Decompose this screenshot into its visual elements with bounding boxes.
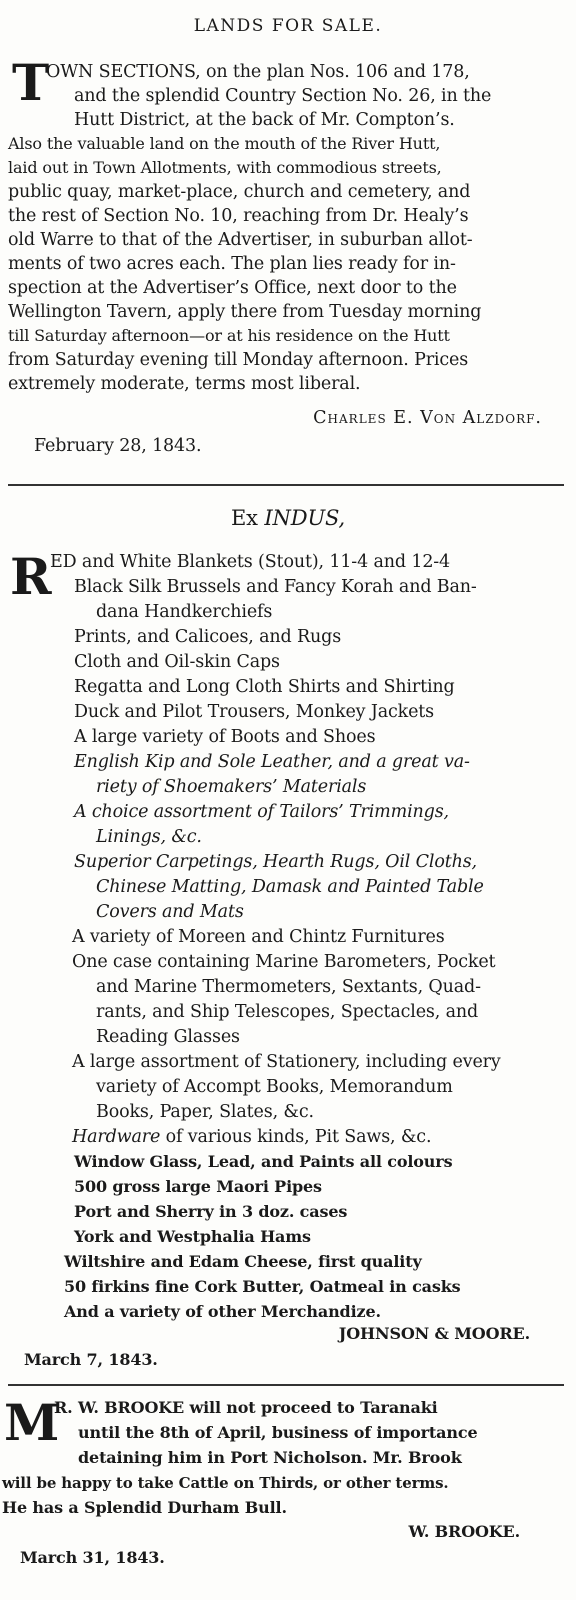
ad-text-line: from Saturday evening till Monday afternoon. Prices (8, 350, 469, 370)
ad-text-line: Reading Glasses (96, 1027, 240, 1047)
ad-text-line: until the 8th of April, business of importance (78, 1423, 478, 1442)
heading-prefix: Ex (230, 506, 258, 530)
drop-cap: R (10, 547, 52, 606)
ad-text-line: Also the valuable land on the mouth of the River Hutt, (8, 134, 441, 153)
ad-heading (0, 504, 576, 532)
ad-date: March 7, 1843. (24, 1350, 158, 1369)
hardware-label: Hardware (72, 1127, 161, 1147)
ad-text-line: Regatta and Long Cloth Shirts and Shirting (74, 677, 455, 697)
ad-date: March 31, 1843. (20, 1548, 165, 1567)
ad-text-line: York and Westphalia Hams (74, 1227, 311, 1246)
ad-text-line: A choice assortment of Tailors’ Trimmings, (74, 802, 449, 822)
ad-text-line: Window Glass, Lead, and Paints all colours (74, 1152, 453, 1171)
ad-text-line: Black Silk Brussels and Fancy Korah and Ban- (74, 577, 477, 597)
ad-text-line: Port and Sherry in 3 doz. cases (74, 1202, 348, 1221)
ad-signature: JOHNSON & MOORE. (338, 1324, 530, 1343)
ad-text-line: 50 firkins fine Cork Butter, Oatmeal in casks (64, 1277, 461, 1296)
ad-text-line: A variety of Moreen and Chintz Furnitures (72, 927, 445, 947)
ship-name: INDUS, (264, 506, 346, 530)
ad-heading: LANDS FOR SALE. (193, 16, 383, 36)
ad-text-line: Linings, &c. (96, 827, 202, 847)
ad-text-line: and Marine Thermometers, Sextants, Quad- (96, 977, 481, 997)
ad-text-line: Wiltshire and Edam Cheese, first quality (64, 1252, 422, 1271)
drop-cap: T (12, 53, 50, 112)
column-rule (8, 1384, 564, 1386)
ad-text-line: Hutt District, at the back of Mr. Compton’s. (74, 110, 455, 130)
ad-text-line: and the splendid Country Section No. 26, in the (74, 86, 492, 106)
ad-text-line: Cloth and Oil-skin Caps (74, 652, 280, 672)
ad-text-line: Superior Carpetings, Hearth Rugs, Oil Cloths, (74, 852, 477, 872)
ad-text-line: OWN SECTIONS, on the plan Nos. 106 and 178, (46, 62, 470, 82)
drop-cap: M (4, 1393, 60, 1452)
ad-text-line: Books, Paper, Slates, &c. (96, 1102, 314, 1122)
ad-date: February 28, 1843. (34, 436, 202, 456)
ad-text-line: A large variety of Boots and Shoes (74, 727, 376, 747)
ad-text-line: One case containing Marine Barometers, Pocket (72, 952, 496, 972)
ad-signature: W. BROOKE. (408, 1522, 520, 1541)
ad-text-line: rants, and Ship Telescopes, Spectacles, and (96, 1002, 479, 1022)
ad-text-line: Chinese Matting, Damask and Painted Table (96, 877, 484, 897)
ad-text-line: dana Handkerchiefs (96, 602, 273, 622)
ad-text-line: riety of Shoemakers’ Materials (96, 777, 367, 797)
ad-text-line: extremely moderate, terms most liberal. (8, 374, 361, 394)
column-rule (8, 484, 564, 486)
ad-text-line: Duck and Pilot Trousers, Monkey Jackets (74, 702, 435, 722)
ad-text-line: variety of Accompt Books, Memorandum (96, 1077, 453, 1097)
ad-text-line: detaining him in Port Nicholson. Mr. Brook (78, 1448, 462, 1467)
ad-text-line (72, 1125, 431, 1149)
ad-text-line: And a variety of other Merchandize. (64, 1302, 381, 1321)
ad-text-line: till Saturday afternoon—or at his residence on the Hutt (8, 326, 450, 345)
ad-text-line: laid out in Town Allotments, with commodious streets, (8, 158, 442, 177)
ad-text-line: Covers and Mats (96, 902, 244, 922)
ad-text-line: spection at the Advertiser’s Office, next door to the (8, 278, 457, 298)
ad-text-line: public quay, market-place, church and cemetery, and (8, 182, 471, 202)
ad-text-line: old Warre to that of the Advertiser, in suburban allot- (8, 230, 473, 250)
ad-text-line: Prints, and Calicoes, and Rugs (74, 627, 342, 647)
ad-text-line: ments of two acres each. The plan lies ready for in- (8, 254, 456, 274)
ad-text-line: 500 gross large Maori Pipes (74, 1177, 322, 1196)
hardware-text: of various kinds, Pit Saws, &c. (160, 1127, 432, 1147)
ad-text-line: English Kip and Sole Leather, and a great va- (74, 752, 470, 772)
ad-text-line: Wellington Tavern, apply there from Tuesday morning (8, 302, 482, 322)
ad-text-line: the rest of Section No. 10, reaching from Dr. Healy’s (8, 206, 469, 226)
ad-text-line: A large assortment of Stationery, including every (72, 1052, 501, 1072)
ad-text-line: He has a Splendid Durham Bull. (2, 1498, 287, 1517)
ad-text-line: ED and White Blankets (Stout), 11-4 and 12-4 (50, 552, 451, 572)
ad-signature: Charles E. Von Alzdorf. (313, 408, 542, 428)
ad-text-line: will be happy to take Cattle on Thirds, or other terms. (2, 1474, 449, 1492)
ad-text-line: R. W. BROOKE will not proceed to Taranaki (54, 1398, 438, 1417)
